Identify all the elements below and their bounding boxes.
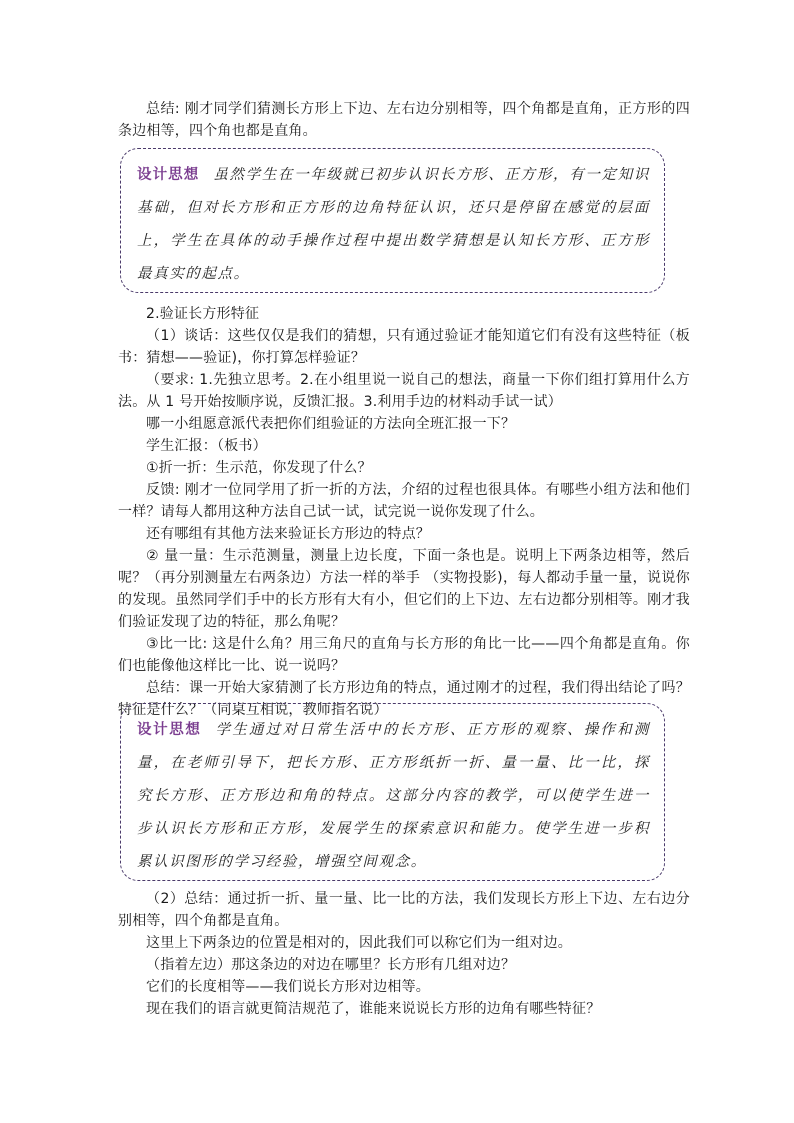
- design-idea-box-2: [120, 703, 665, 881]
- design-idea-label-2: 设计思想: [137, 722, 202, 738]
- group-report-paragraph: 哪一小组愿意派代表把你们组验证的方法向全班汇报一下？: [146, 416, 516, 432]
- other-methods-paragraph: 还有哪组有其他方法来验证长方形边的特点？: [146, 526, 430, 542]
- design-idea-text-1: 设计思想 虽然学生在一年级就已初步认识长方形、正方形，有一定知识基础，但对长方形和正方形的边角特征认识，还只是停留在感觉的层面上，学生在具体的动手操作过程中提出数学猜想是认知长方形、正方形最真实的起点。: [137, 167, 651, 282]
- student-report-paragraph: 学生汇报：（板书）: [146, 438, 267, 454]
- design-idea-text-2: 设计思想 学生通过对日常生活中的长方形、正方形的观察、操作和测量，在老师引导下，把长方形、正方形纸折一折、量一量、比一比，探究长方形、正方形边和角的特点。这部分内容的教学，可以使学生进一步认识长方形和正方形，发展学生的探索意识和能力。使学生进一步积累认识图形的学习经验，增强空间观念。: [137, 722, 650, 870]
- equal-length-paragraph: 它们的长度相等——我们说长方形对边相等。: [146, 979, 430, 995]
- compare-paragraph: ③比一比: 这是什么角？用三角尺的直角与长方形的角比一比——四个角都是直角。你们也能像他这样比一比、说一说吗？: [118, 636, 690, 674]
- requirements-paragraph: （要求: 1.先独立思考。2.在小组里说一说自己的想法，商量一下你们组打算用什么方法。从 1 号开始按顺序说，反馈汇报。3.利用手边的材料动手试一试）: [118, 372, 690, 410]
- measure-paragraph: ② 量一量：生示范测量，测量上边长度，下面一条也是。说明上下两条边相等，然后呢？（再分别测量左右两条边）方法一样的举手 （实物投影)，每人都动手量一量，说说你的发现。虽然同学们手中的长方形有大有小，但它们的上下边、左右边都分别相等。刚才我们验证发现了边的特征，那么角呢？: [118, 548, 690, 630]
- design-idea-box-1: [120, 148, 665, 293]
- feedback-paragraph: 反馈: 刚才一位同学用了折一折的方法，介绍的过程也很具体。有哪些小组方法和他们一样？请每人都用这种方法自己试一试，试完说一说你发现了什么。: [118, 482, 690, 520]
- section-heading-verify: 2.验证长方形特征: [146, 306, 260, 322]
- summary-paragraph-2: 总结：课一开始大家猜测了长方形边角的特点，通过刚才的过程，我们得出结论了吗？特征是什么？（同桌互相说，教师指名说）: [118, 680, 690, 718]
- fold-paragraph: ①折一折：生示范，你发现了什么？: [146, 460, 372, 476]
- talk-paragraph: （1）谈话：这些仅仅是我们的猜想，只有通过验证才能知道它们有没有这些特征（板书：猜想——验证)，你打算怎样验证？: [118, 328, 690, 366]
- design-idea-label-1: 设计思想: [137, 167, 200, 183]
- summary-paragraph-1: 总结: 刚才同学们猜测长方形上下边、左右边分别相等，四个角都是直角，正方形的四条边相等，四个角也都是直角。: [118, 101, 690, 139]
- left-side-question-paragraph: （指着左边）那这条边的对边在哪里？长方形有几组对边？: [146, 957, 516, 973]
- opposite-sides-paragraph: 这里上下两条边的位置是相对的，因此我们可以称它们为一组对边。: [146, 935, 572, 951]
- final-question-paragraph: 现在我们的语言就更简洁规范了，谁能来说说长方形的边角有哪些特征？: [146, 1001, 601, 1017]
- conclusion-paragraph: （2）总结：通过折一折、量一量、比一比的方法，我们发现长方形上下边、左右边分别相等，四个角都是直角。: [118, 891, 690, 929]
